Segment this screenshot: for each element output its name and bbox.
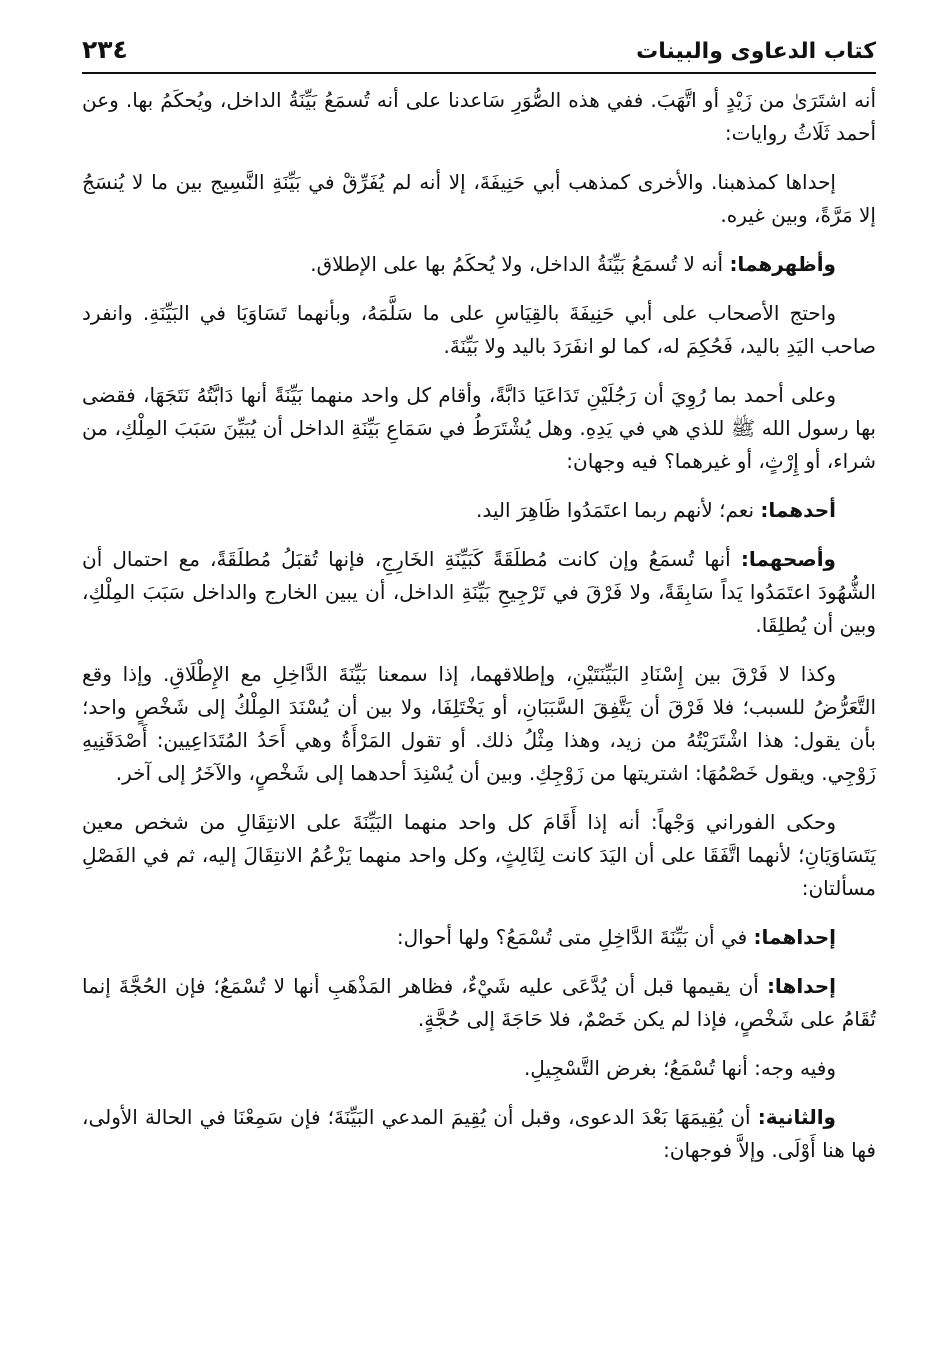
paragraph-11 xyxy=(82,970,876,1036)
paragraph-lead: وأظهرهما: xyxy=(729,252,836,276)
paragraph-text: إحداها كمذهبنا. والأخرى كمذهب أبي حَنِيفَةَ، إلا أنه لم يُفَرِّقْ في بَيِّنَةِ النَّسِيج بين ما لا يُنسَجُ إلا مَرَّةً، وبين غيره. xyxy=(82,170,876,227)
paragraph-12 xyxy=(82,1052,876,1085)
paragraph-lead: وأصحهما: xyxy=(740,547,836,571)
paragraph-lead: أحدهما: xyxy=(760,498,836,522)
page-header xyxy=(82,28,876,74)
paragraph-text: وعلى أحمد بما رُوِيَ أن رَجُلَيْنِ تَدَاعَيَا دَابَّةً، وأقام كل واحد منهما بَيِّنَةً أنها دَابَّتُهُ نَتَجَهَا، فقضى بها رسول الله ﷺ للذي هي في يَدِهِ. وهل يُشْتَرَطُ في سَمَاعِ بَيِّنَةِ الداخل أن يُبَيِّنَ سَبَبَ المِلْكِ، من شراء، أو إِرْثٍ، أو غيرهما؟ فيه وجهان: xyxy=(82,383,876,473)
paragraph-text: في أن بَيِّنَةَ الدَّاخِلِ متى تُسْمَعُ؟ ولها أحوال: xyxy=(396,925,754,949)
paragraph-text: وحكى الفوراني وَجْهاً: أنه إذا أَقَامَ كل واحد منهما البَيِّنَةَ على الانتِقَالِ من شخص معين يَتَسَاوَيَانِ؛ لأنهما اتَّفَقَا على أن اليَدَ كانت لِثَالِثٍ، وكل واحد منهما يَزْعُمُ الانتِقَالَ إليه، ثم في الفَصْلِ مسألتان: xyxy=(82,810,876,900)
paragraph-lead: إحداها: xyxy=(766,974,836,998)
paragraph-3 xyxy=(82,248,876,281)
paragraph-text: أنه لا تُسمَعُ بَيِّنَةُ الداخل، ولا يُحكَمُ بها على الإطلاق. xyxy=(310,252,730,276)
paragraph-5 xyxy=(82,379,876,478)
paragraph-text: أنه اشتَرَىٰ من زَيْدٍ أو اتَّهَبَ. ففي هذه الصُّوَرِ سَاعدنا على أنه تُسمَعُ بَيِّنَةُ الداخل، ويُحكَمُ بها. وعن أحمد ثَلَاثُ روايات: xyxy=(82,88,876,145)
paragraph-10 xyxy=(82,921,876,954)
paragraph-text: وفيه وجه: أنها تُسْمَعُ؛ بغرض التَّسْجِيلِ. xyxy=(523,1056,836,1080)
book-title: كتاب الدعاوى والبينات xyxy=(636,39,876,64)
paragraph-text: أن يُقِيمَهَا بَعْدَ الدعوى، وقبل أن يُقِيمَ المدعي البَيِّنَةَ؛ فإن سَمِعْنَا في الحالة الأولى، فها هنا أَوْلَى. وإلاَّ فوجهان: xyxy=(82,1105,876,1162)
paragraph-6 xyxy=(82,494,876,527)
paragraph-text: وكذا لا فَرْقَ بين إِسْنَادِ البَيِّنَتَيْنِ، وإطلاقهما، إذا سمعنا بَيِّنَةَ الدَّاخِلِ مع الإِطْلَاقِ. وإذا وقع التَّعَرُّضُ للسبب؛ فلا فَرْقَ أن يَتَّفِقَ السَّبَبَانِ، أو يَخْتَلِفَا، ولا بين أن يُسْنَدَ المِلْكُ إلى شَخْصٍ واحد؛ بأن يقول: هذا اشْتَرَيْتُهُ من زيد، وهذا مِثْلُ ذلك. أو تقول المَرْأَةُ وهي أَحَدُ المُتَدَاعِيين: أَصْدَقَنِيهِ زَوْجِي. ويقول خَصْمُهَا: اشتريتها من زَوْجِكِ. وبين أن يُسْنِدَ أحدهما إلى شَخْصٍ، والآخَرُ إلى آخر. xyxy=(82,662,876,785)
paragraph-text: أن يقيمها قبل أن يُدَّعَى عليه شَيْءٌ، فظاهر المَذْهَبِ أنها لا تُسْمَعُ؛ فإن الحُجَّةَ إنما تُقَامُ على شَخْصٍ، فإذا لم يكن خَصْمٌ، فلا حَاجَةَ إلى حُجَّةٍ. xyxy=(82,974,876,1031)
paragraph-lead: إحداهما: xyxy=(753,925,836,949)
paragraph-13 xyxy=(82,1101,876,1167)
paragraph-text: أنها تُسمَعُ وإن كانت مُطلَقَةً كَبَيِّنَةِ الخَارِجِ، فإنها تُقبَلُ مُطلَقَةً، مع احتمال أن الشُّهُودَ اعتَمَدُوا يَداً سَابِقَةً، ولا فَرْقَ في تَرْجِيحِ بَيِّنَةِ الداخل، أن يبين الخارج والداخل سَبَبَ المِلْكِ، وبين أن يُطلِقَا. xyxy=(82,547,876,637)
paragraph-2 xyxy=(82,166,876,232)
book-page xyxy=(82,28,876,1183)
paragraph-8 xyxy=(82,658,876,790)
paragraph-lead: والثانية: xyxy=(757,1105,836,1129)
paragraph-9 xyxy=(82,806,876,905)
page-body xyxy=(82,84,876,1167)
page-number: ٢٣٤ xyxy=(82,35,128,64)
paragraph-1 xyxy=(82,84,876,150)
paragraph-7 xyxy=(82,543,876,642)
paragraph-text: نعم؛ لأنهم ربما اعتَمَدُوا ظَاهِرَ اليد. xyxy=(476,498,761,522)
paragraph-text: واحتج الأصحاب على أبي حَنِيفَةَ بالقِيَاسِ على ما سَلَّمَهُ، وبأنهما تَسَاوَيَا في البَيِّنَةِ. وانفرد صاحب اليَدِ باليد، فَحُكِمَ له، كما لو انفَرَدَ باليد ولا بَيِّنَةَ. xyxy=(82,301,876,358)
paragraph-4 xyxy=(82,297,876,363)
